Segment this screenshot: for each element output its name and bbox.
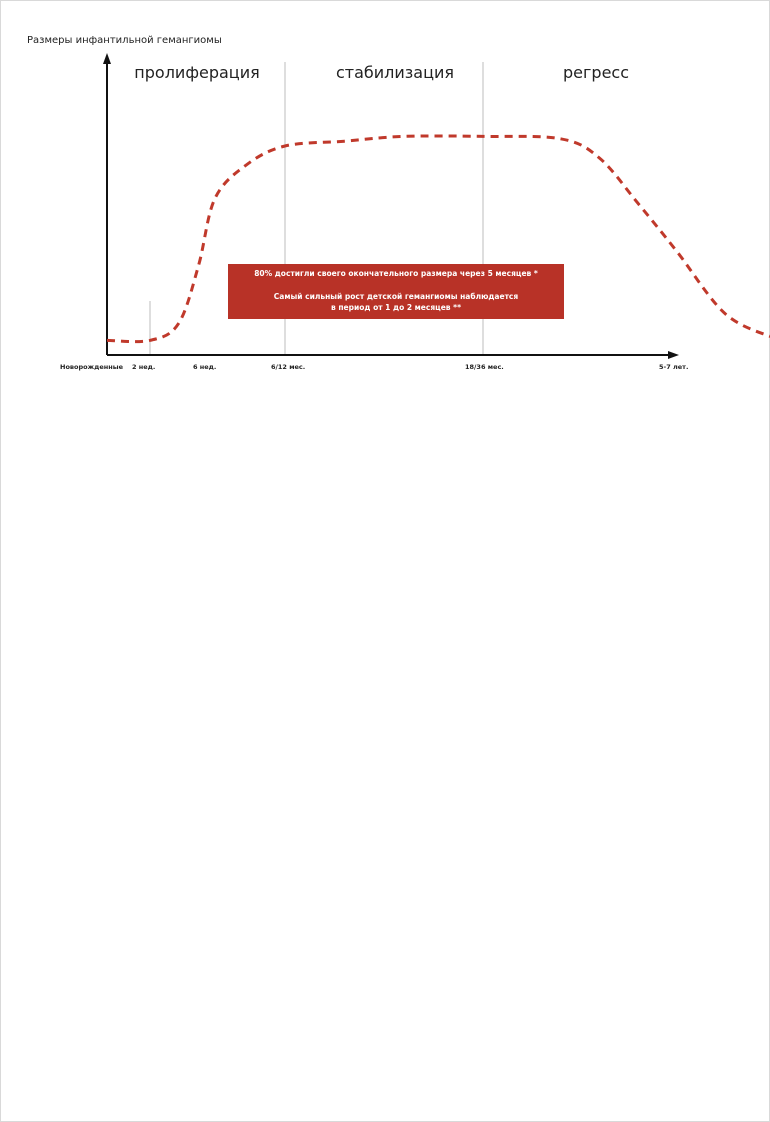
annotation-line: в период от 1 до 2 месяцев ** [331,303,461,312]
x-tick-label: Новорожденные [60,363,123,371]
phase-labels [134,63,629,82]
annotation-line: Самый сильный рост детской гемангиомы наблюдается [273,292,519,301]
x-tick-label: 5-7 лет. [659,363,689,371]
x-tick-label: 18/36 мес. [465,363,504,371]
y-axis-arrow [103,53,111,64]
x-tick-labels [60,363,688,371]
y-axis-title: Размеры инфантильной гемангиомы [27,35,222,46]
x-tick-label: 6/12 мес. [271,363,306,371]
phase-label: стабилизация [335,63,455,82]
phase-label: регресс [563,63,629,82]
annotation-box [228,264,564,319]
x-tick-label: 2 нед. [132,363,156,371]
annotation-line: 80% достигли своего окончательного размера через 5 месяцев * [254,269,538,278]
phase-label: пролиферация [134,63,260,82]
x-tick-label: 6 нед. [193,363,217,371]
x-axis-arrow [668,351,679,359]
